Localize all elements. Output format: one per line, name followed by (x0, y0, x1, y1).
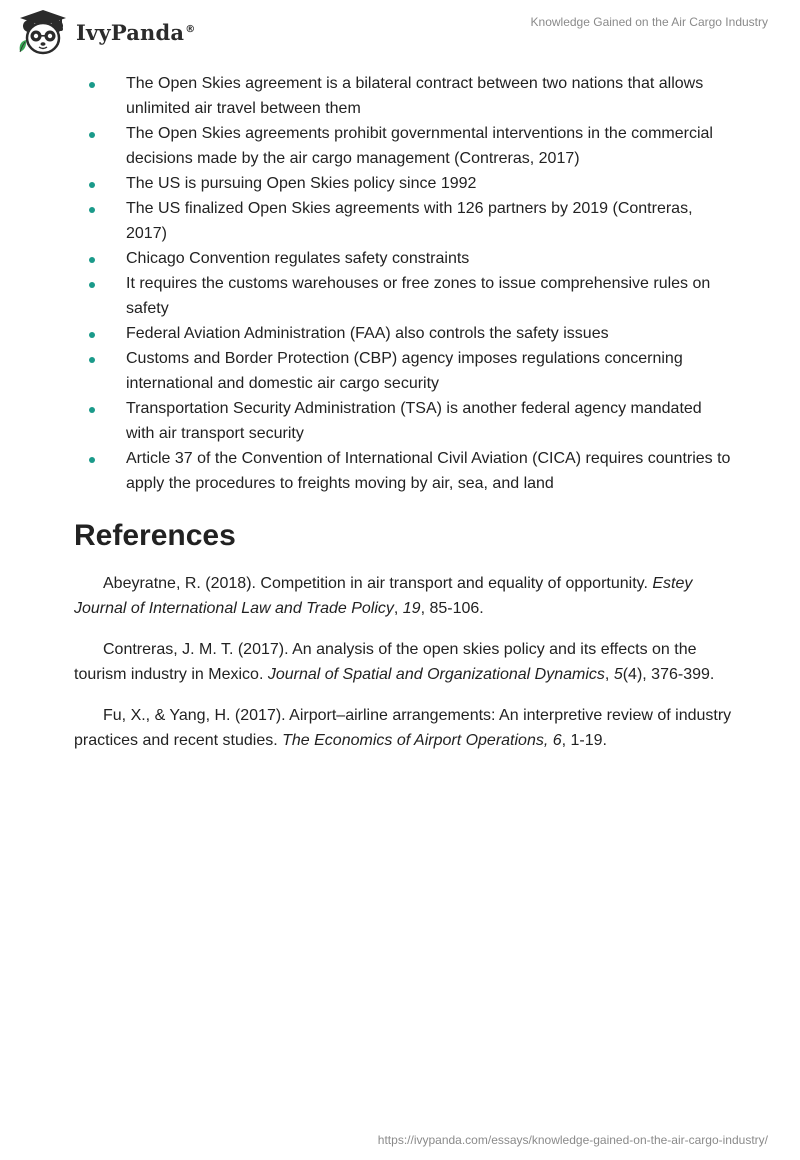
bullet-icon (89, 182, 95, 188)
document-title: Knowledge Gained on the Air Cargo Industry (530, 15, 768, 29)
reference-entry: Abeyratne, R. (2018). Competition in air transport and equality of opportunity. Estey Journal of International Law and Trade Policy, 19, 85-106. (74, 575, 693, 617)
list-item: The US finalized Open Skies agreements with 126 partners by 2019 (Contreras, 2017) (74, 196, 734, 246)
ivypanda-logo[interactable] (14, 8, 214, 56)
reference-journal: Estey Journal of International Law and Trade Policy (74, 575, 693, 617)
bullet-icon (89, 82, 95, 88)
reference-volume: 19 (402, 600, 421, 617)
references-heading: References (74, 519, 236, 552)
bullet-icon (89, 282, 95, 288)
list-item: Chicago Convention regulates safety constraints (74, 246, 734, 271)
reference-volume: 5 (613, 666, 623, 683)
reference-entry: Contreras, J. M. T. (2017). An analysis of the open skies policy and its effects on the tourism industry in Mexico. Journal of Spatial and Organizational Dynamics, 5(4), 376-399. (74, 641, 715, 683)
bullet-list (74, 71, 734, 496)
page-header (0, 0, 800, 60)
reference-journal: Journal of Spatial and Organizational Dynamics (267, 666, 605, 683)
bullet-icon (89, 457, 95, 463)
reference-entry: Fu, X., & Yang, H. (2017). Airport–airline arrangements: An interpretive review of industry practices and recent studies. The Economics of Airport Operations, 6, 1-19. (74, 707, 732, 749)
list-item: Customs and Border Protection (CBP) agency imposes regulations concerning international and domestic air cargo security (74, 346, 734, 396)
reference-journal: The Economics of Airport Operations, 6 (282, 732, 562, 749)
registered-mark: ® (185, 23, 196, 35)
source-url[interactable]: https://ivypanda.com/essays/knowledge-gained-on-the-air-cargo-industry/ (377, 1133, 768, 1147)
bullet-icon (89, 357, 95, 363)
page-content (74, 71, 734, 753)
bullet-icon (89, 407, 95, 413)
list-item: The Open Skies agreement is a bilateral contract between two nations that allows unlimited air travel between them (74, 71, 734, 121)
list-item: Transportation Security Administration (TSA) is another federal agency mandated with air transport security (74, 396, 734, 446)
panda-graduate-icon (14, 8, 72, 56)
list-item: Article 37 of the Convention of International Civil Aviation (CICA) requires countries to apply the procedures to freights moving by air, sea, and land (74, 446, 734, 496)
logo-wordmark: IvyPanda® (76, 19, 196, 45)
list-item: The Open Skies agreements prohibit governmental interventions in the commercial decisions made by the air cargo management (Contreras, 2017) (74, 121, 734, 171)
bullet-icon (89, 207, 95, 213)
list-item: The US is pursuing Open Skies policy since 1992 (74, 171, 734, 196)
list-item: It requires the customs warehouses or free zones to issue comprehensive rules on safety (74, 271, 734, 321)
bullet-icon (89, 332, 95, 338)
bullet-icon (89, 132, 95, 138)
list-item: Federal Aviation Administration (FAA) also controls the safety issues (74, 321, 734, 346)
bullet-icon (89, 257, 95, 263)
